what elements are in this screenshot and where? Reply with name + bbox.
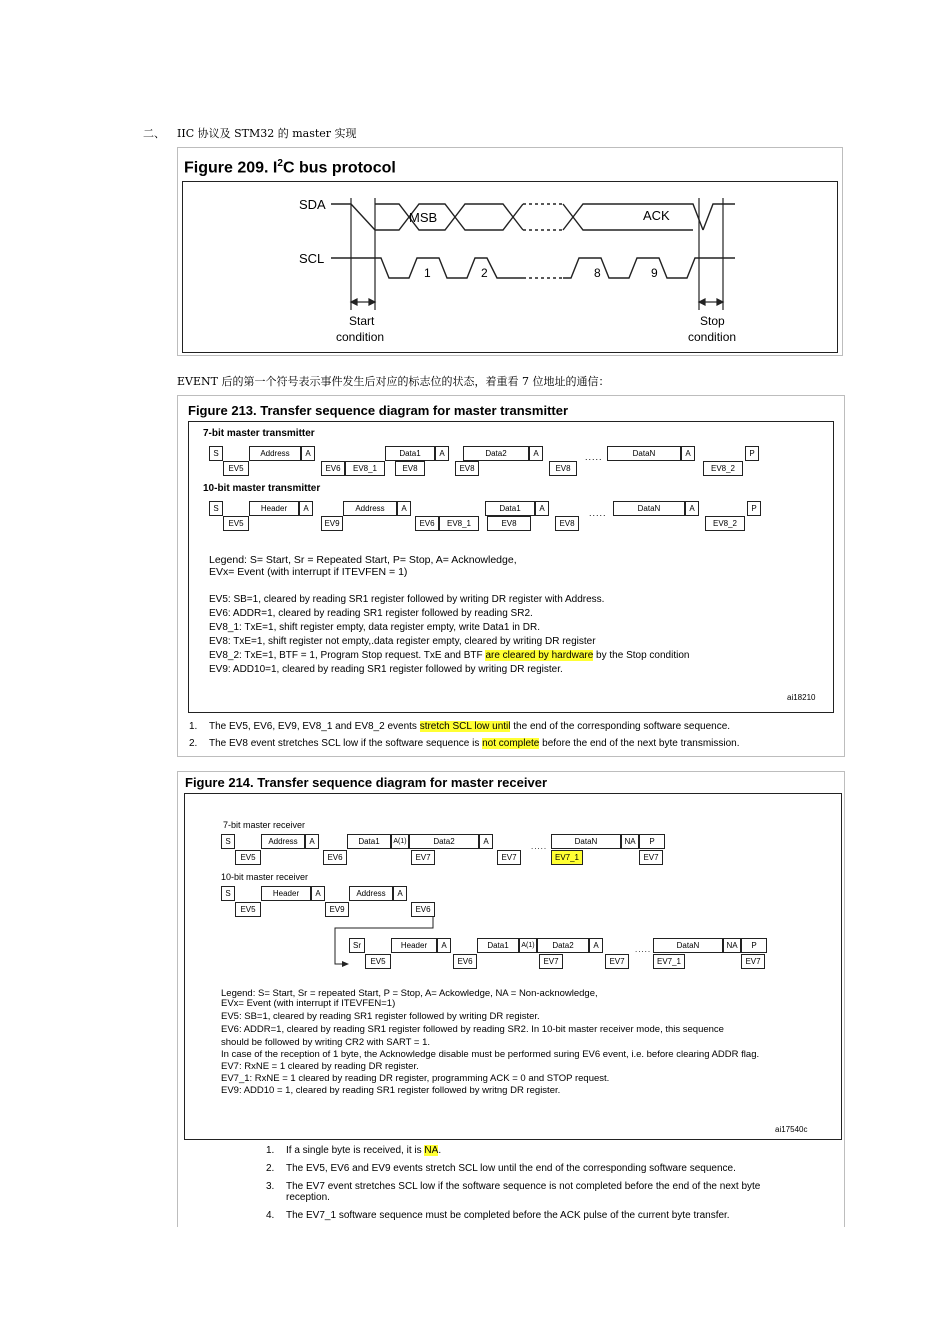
- event-ev9: EV9: [325, 902, 349, 917]
- event-desc-ev6-cont: should be followed by writing CR2 with SART = 1.: [221, 1037, 431, 1048]
- clock-label: 8: [594, 266, 601, 280]
- footnote-2: 2. The EV5, EV6 and EV9 events stretch SCL low until the end of the corresponding software sequence.: [266, 1163, 736, 1174]
- seq-data1: Data1: [347, 834, 391, 849]
- event-ev6: EV6: [411, 902, 435, 917]
- seq-stop: P: [639, 834, 665, 849]
- event-ev5: EV5: [235, 850, 261, 865]
- legend-line-2: EVx= Event (with interrupt if ITEVFEN = 1): [209, 566, 408, 578]
- figure-214-diagram-frame: [184, 793, 842, 1140]
- seq-datan: DataN: [653, 938, 723, 953]
- seq-start: S: [209, 446, 223, 461]
- event-ev7: EV7: [497, 850, 521, 865]
- seq-ack: A: [535, 501, 549, 516]
- seq-data1: Data1: [477, 938, 519, 953]
- footnote-1: 1. The EV5, EV6, EV9, EV8_1 and EV8_2 events stretch SCL low until the end of the corresponding software sequence.: [189, 721, 731, 732]
- sequence-ellipsis: .....: [635, 945, 652, 954]
- clock-label: 2: [481, 266, 488, 280]
- subtitle-7bit-transmitter: 7-bit master transmitter: [203, 428, 315, 439]
- footnote-2: 2. The EV8 event stretches SCL low if the software sequence is not complete before the end of the next byte transmission.: [189, 738, 740, 749]
- seq-data2: Data2: [537, 938, 589, 953]
- seq-stop: P: [741, 938, 767, 953]
- event-ev7: EV7: [539, 954, 563, 969]
- subtitle-10bit-receiver: 10-bit master receiver: [221, 872, 309, 882]
- start-label: Start: [349, 314, 375, 328]
- seq-address: Address: [349, 886, 393, 901]
- seq-repeated-start: Sr: [349, 938, 365, 953]
- seq-ack: A: [681, 446, 695, 461]
- figure-code: ai17540c: [775, 1125, 808, 1134]
- event-ev7: EV7: [741, 954, 765, 969]
- figure-209-title: Figure 209. $I^2C$ bus protocol: [184, 158, 396, 177]
- start-condition-label: condition: [336, 330, 385, 344]
- subtitle-10bit-transmitter: 10-bit master transmitter: [203, 483, 321, 494]
- event-desc-ev5: EV5: SB=1, cleared by reading SR1 register followed by writing DR register.: [221, 1011, 540, 1022]
- event-ev5: EV5: [223, 516, 249, 531]
- highlight: NA: [424, 1145, 439, 1156]
- stop-label: Stop: [700, 314, 725, 328]
- seq-stop: P: [745, 446, 759, 461]
- event-ev6: EV6: [321, 461, 345, 476]
- clock-label: 9: [651, 266, 658, 280]
- event-desc-ev8-1: EV8_1: TxE=1, shift register empty, data register empty, write Data1 in DR.: [209, 622, 540, 633]
- seq-data1: Data1: [385, 446, 435, 461]
- event-ev6: EV6: [323, 850, 347, 865]
- seq-ack-1: A(1): [391, 834, 409, 849]
- seq-header: Header: [391, 938, 437, 953]
- msb-label: MSB: [409, 210, 438, 225]
- sequence-ellipsis: .....: [585, 452, 603, 462]
- event-ev7: EV7: [639, 850, 663, 865]
- stop-condition-label: condition: [688, 330, 737, 344]
- event-ev8: EV8: [395, 461, 425, 476]
- event-ev7: EV7: [605, 954, 629, 969]
- section-number: 二、: [143, 127, 165, 140]
- seq-ack: A: [301, 446, 315, 461]
- seq-data2: Data2: [463, 446, 529, 461]
- event-ev8-2: EV8_2: [705, 516, 745, 531]
- event-desc-ev6: EV6: ADDR=1, cleared by reading SR1 register followed by reading SR2.: [209, 608, 533, 619]
- event-ev8: EV8: [555, 516, 579, 531]
- seq-datan: DataN: [607, 446, 681, 461]
- event-ev6: EV6: [453, 954, 477, 969]
- clock-label: 1: [424, 266, 431, 280]
- seq-address: Address: [249, 446, 301, 461]
- event-ev7-1: EV7_1: [551, 850, 583, 865]
- section-heading: IIC 协议及 STM32 的 master 实现: [177, 127, 357, 140]
- event-desc-ev6: EV6: ADDR=1, cleared by reading SR1 register followed by reading SR2. In 10-bit master receiver mode, this sequence: [221, 1024, 724, 1035]
- highlight: are cleared by hardware: [485, 650, 594, 661]
- event-ev8-1: EV8_1: [439, 516, 479, 531]
- seq-header: Header: [249, 501, 299, 516]
- footnote-1: 1. If a single byte is received, it is NA.: [266, 1145, 442, 1156]
- event-desc-ev8: EV8: TxE=1, shift register not empty,.data register empty, cleared by writing DR register: [209, 636, 596, 647]
- event-ev8: EV8: [487, 516, 531, 531]
- event-ev7-1: EV7_1: [653, 954, 685, 969]
- seq-address: Address: [261, 834, 305, 849]
- figure-209-panel: [177, 147, 843, 356]
- seq-nack: NA: [621, 834, 639, 849]
- event-desc-ev7: EV7: RxNE = 1 cleared by reading DR register.: [221, 1061, 419, 1072]
- subtitle-7bit-receiver: 7-bit master receiver: [223, 820, 306, 830]
- event-ev5: EV5: [235, 902, 261, 917]
- highlight: not complete: [482, 738, 540, 749]
- event-ev5: EV5: [223, 461, 249, 476]
- sequence-ellipsis: .....: [531, 842, 548, 851]
- event-desc-ev5: EV5: SB=1, cleared by reading SR1 register followed by writing DR register with Address.: [209, 594, 605, 605]
- seq-ack: A: [299, 501, 313, 516]
- seq-datan: DataN: [613, 501, 685, 516]
- event-desc-ev8-2: EV8_2: TxE=1, BTF = 1, Program Stop request. TxE and BTF are cleared by hardware by the Stop condition: [209, 650, 690, 661]
- event-desc-ev7-1: EV7_1: RxNE = 1 cleared by reading DR register, programming ACK = 0 and STOP request.: [221, 1073, 610, 1084]
- legend-line-1: Legend: S= Start, Sr = repeated Start, P = Stop, A= Ackowledge, NA = Non-acknowledge,: [221, 988, 598, 999]
- legend-line-1: Legend: S= Start, Sr = Repeated Start, P= Stop, A= Acknowledge,: [209, 554, 517, 566]
- ack-label: ACK: [643, 208, 670, 223]
- figure-214-title: Figure 214. Transfer sequence diagram for master receiver: [185, 775, 548, 790]
- figure-code: ai18210: [787, 693, 816, 702]
- event-ev8: EV8: [455, 461, 479, 476]
- event-desc-ev9: EV9: ADD10=1, cleared by reading SR1 register followed by writing DR register.: [209, 664, 563, 675]
- event-ev8-1: EV8_1: [345, 461, 385, 476]
- seq-ack-1: A(1): [519, 938, 537, 953]
- footnote-3: 3. The EV7 event stretches SCL low if the software sequence is not completed before the end of the next byte: [266, 1181, 761, 1192]
- sda-label: SDA: [299, 197, 326, 212]
- event-ev5: EV5: [365, 954, 391, 969]
- seq-ack: A: [435, 446, 449, 461]
- event-ev7: EV7: [411, 850, 435, 865]
- seq-ack: A: [529, 446, 543, 461]
- figure-213-diagram-frame: [188, 421, 834, 713]
- seq-ack: A: [305, 834, 319, 849]
- figure-213-panel: [177, 395, 845, 757]
- seq-ack: A: [589, 938, 603, 953]
- seq-start: S: [221, 834, 235, 849]
- seq-ack: A: [311, 886, 325, 901]
- seq-ack: A: [685, 501, 699, 516]
- event-note: EVENT 后的第一个符号表示事件发生后对应的标志位的状态，着重看 7 位地址的通信：: [177, 375, 610, 388]
- seq-nack: NA: [723, 938, 741, 953]
- event-desc-single-byte: In case of the reception of 1 byte, the Acknowledge disable must be performed suring EV6 event, i.e. before clearing ADDR flag.: [221, 1049, 760, 1060]
- sequence-ellipsis: .....: [589, 508, 607, 518]
- event-ev9: EV9: [321, 516, 343, 531]
- seq-data2: Data2: [409, 834, 479, 849]
- legend-line-2: EVx= Event (with interrupt if ITEVFEN=1): [221, 998, 396, 1009]
- seq-ack: A: [479, 834, 493, 849]
- event-ev8-2: EV8_2: [703, 461, 743, 476]
- figure-213-title: Figure 213. Transfer sequence diagram for master transmitter: [188, 403, 569, 418]
- i2c-timing-diagram: [183, 182, 837, 352]
- seq-ack: A: [437, 938, 451, 953]
- seq-header: Header: [261, 886, 311, 901]
- seq-ack: A: [393, 886, 407, 901]
- seq-ack: A: [397, 501, 411, 516]
- seq-address: Address: [343, 501, 397, 516]
- footnote-3-cont: reception.: [286, 1192, 330, 1203]
- event-ev6: EV6: [415, 516, 439, 531]
- event-desc-ev9: EV9: ADD10 = 1, cleared by reading SR1 register followed by writng DR register.: [221, 1085, 561, 1096]
- event-ev8: EV8: [549, 461, 577, 476]
- footnote-4: 4. The EV7_1 software sequence must be completed before the ACK pulse of the current byte transfer.: [266, 1210, 730, 1221]
- highlight: stretch SCL low until: [419, 721, 511, 732]
- scl-label: SCL: [299, 251, 325, 266]
- seq-start: S: [209, 501, 223, 516]
- seq-stop: P: [747, 501, 761, 516]
- seq-datan: DataN: [551, 834, 621, 849]
- figure-214-panel: [177, 771, 845, 1227]
- figure-209-diagram-frame: [182, 181, 838, 353]
- seq-data1: Data1: [485, 501, 535, 516]
- seq-start: S: [221, 886, 235, 901]
